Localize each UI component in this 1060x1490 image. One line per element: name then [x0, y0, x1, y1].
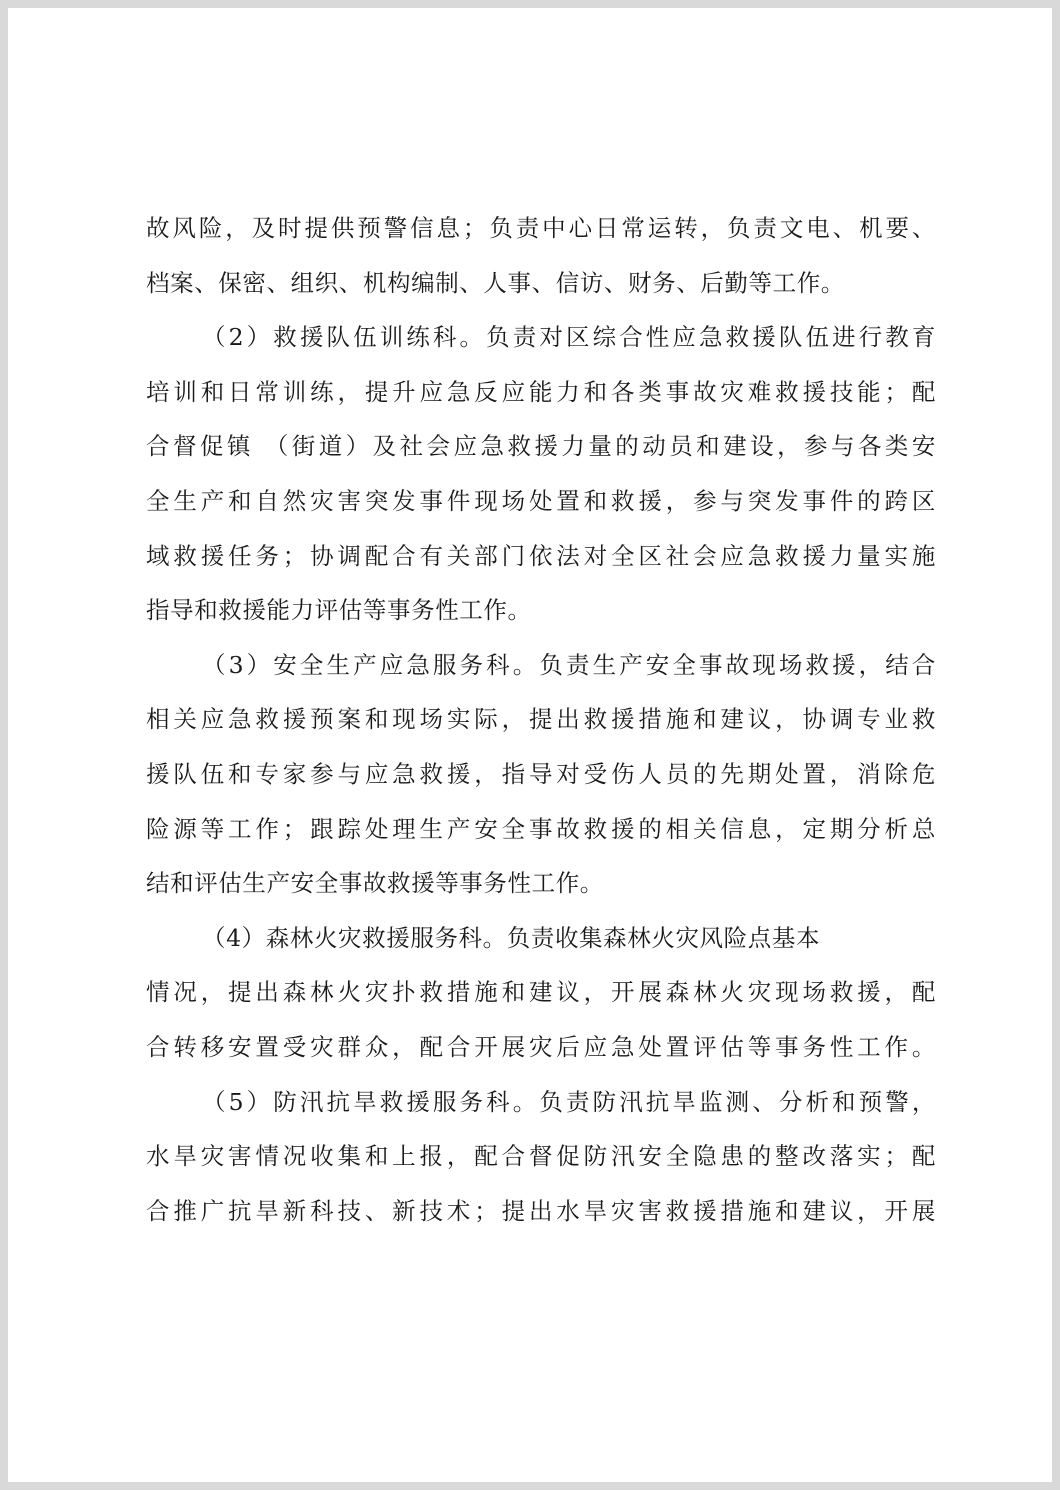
- text-line: 全生产和自然灾害突发事件现场处置和救援，参与突发事件的跨区: [146, 486, 936, 515]
- text-line: 水旱灾害情况收集和上报，配合督促防汛安全隐患的整改落实；配: [146, 1142, 936, 1171]
- text-line: 合转移安置受灾群众，配合开展灾后应急处置评估等事务性工作。: [146, 1032, 936, 1061]
- text-line: 故风险，及时提供预警信息；负责中心日常运转，负责文电、机要、: [146, 214, 936, 242]
- text-line: 培训和日常训练，提升应急反应能力和各类事故灾难救援技能；配: [146, 377, 936, 406]
- text-line: 结和评估生产安全事故救援等事务性工作。: [146, 869, 604, 898]
- text-line: （5）防汛抗旱救援服务科。负责防汛抗旱监测、分析和预警，: [202, 1087, 936, 1116]
- text-line: 合推广抗旱新科技、新技术；提出水旱灾害救援措施和建议，开展: [146, 1196, 936, 1225]
- text-line: （3）安全生产应急服务科。负责生产安全事故现场救援，结合: [202, 650, 936, 679]
- text-line: （4）森林火灾救援服务科。负责收集森林火灾风险点基本: [202, 923, 821, 952]
- text-line: 相关应急救援预案和现场实际，提出救援措施和建议，协调专业救: [146, 705, 936, 734]
- document-page: [8, 8, 1052, 1482]
- text-line: 合督促镇 （街道）及社会应急救援力量的动员和建设，参与各类安: [146, 432, 936, 461]
- text-line: 险源等工作；跟踪处理生产安全事故救援的相关信息，定期分析总: [146, 814, 936, 843]
- text-line: 档案、保密、组织、机构编制、人事、信访、财务、后勤等工作。: [146, 268, 845, 297]
- text-line: （2）救援队伍训练科。负责对区综合性应急救援队伍进行教育: [202, 323, 936, 352]
- document-body: [146, 201, 936, 1238]
- text-line: 指导和救援能力评估等事务性工作。: [146, 596, 532, 625]
- text-line: 援队伍和专家参与应急救援，指导对受伤人员的先期处置，消除危: [146, 759, 936, 788]
- text-line: 情况，提出森林火灾扑救措施和建议，开展森林火灾现场救援，配: [146, 978, 936, 1007]
- text-line: 域救援任务；协调配合有关部门依法对全区社会应急救援力量实施: [146, 541, 936, 570]
